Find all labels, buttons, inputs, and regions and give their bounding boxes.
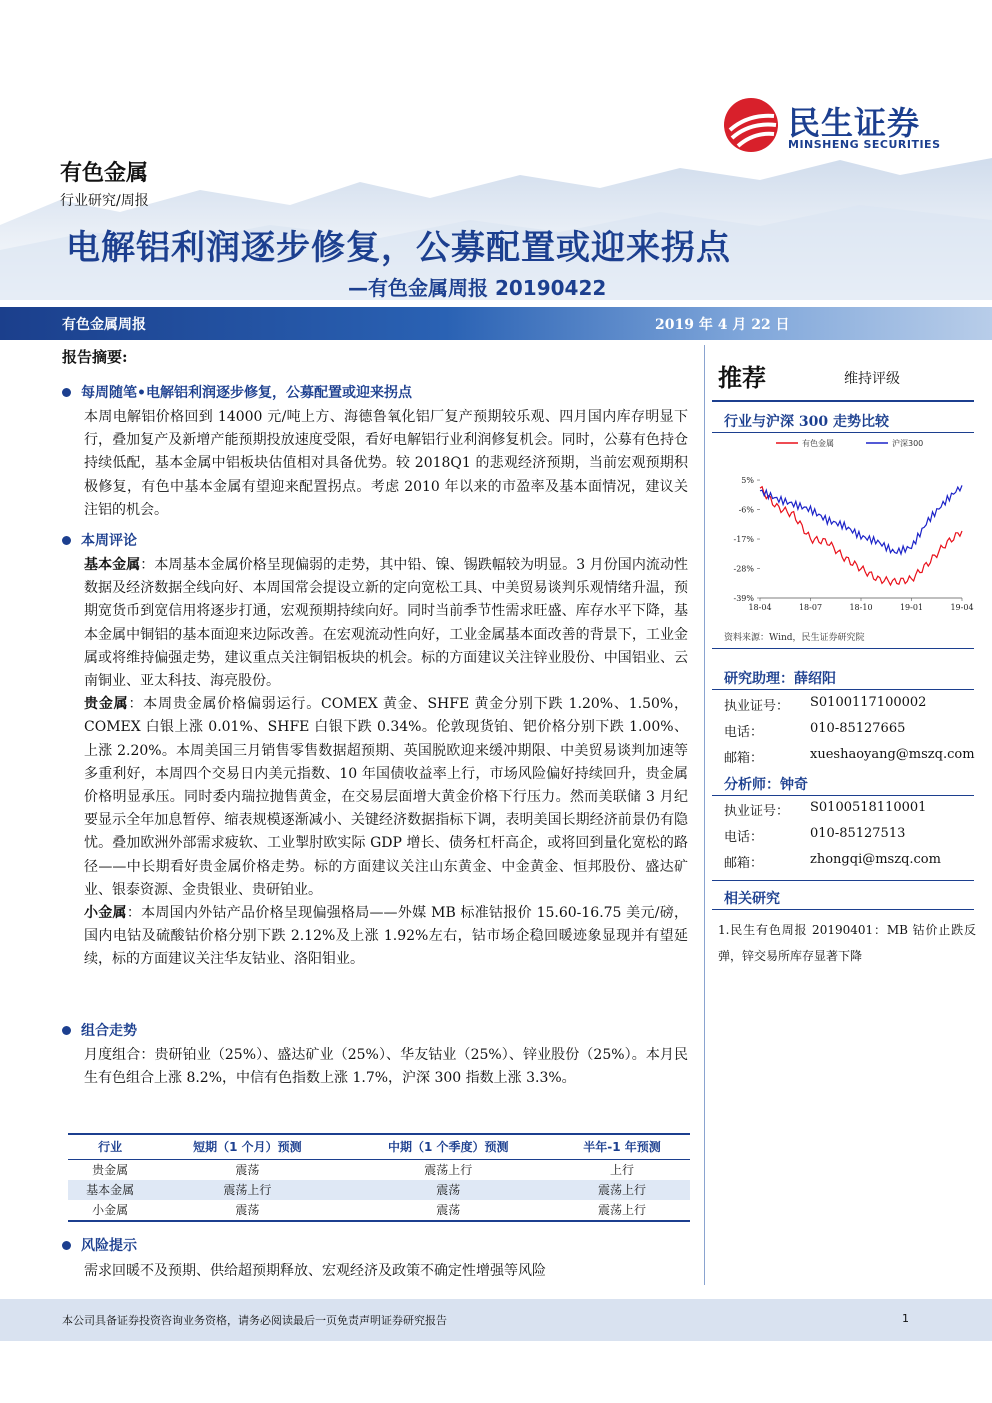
x-tick-label: 18-10: [849, 603, 873, 612]
report-title: 电解铝利润逐步修复，公募配置或迎来拐点: [66, 228, 731, 268]
logo-text-cn: 民生证券: [788, 104, 921, 142]
table-cell: 上行: [610, 1163, 635, 1177]
precious-metal-text: ：本周贵金属价格偏弱运行。COMEX 黄金、SHFE 黄金分别下跌 1.20%、1.50%，COMEX 白银上涨 0.01%、SHFE 白银下跌 0.34%。伦敦现货铂、钯价格分别下跌 1.00%、上涨 2.20%。本周美国三月销售零售数据超预期、英国脱欧迎来缓冲期限、中美贸易谈判加速等多重利好，本周四个交易日内美元指数、10 年国债收益率上行，市场风险偏好持续回升，贵金属价格明显承压。同时委内瑞拉抛售黄金，在交易层面增大黄金价格下行压力。然而美联储 3 月纪要显示全年加息暂停、缩表规模逐渐减小、关键经济数据指标下调，表明美国长期经济前景仍有隐忧。叠加欧洲外部需求疲软、工业掣肘欧实际 GDP 增长、债务杠杆高企，或将回到量化宽松的路径——中长期看好贵金属价格走势。标的方面建议关注山东黄金、中金黄金、恒邦股份、盛达矿业、银泰资源、金贵银业、贵研铂业。: [84, 696, 689, 898]
assistant-license-label: 执业证号：: [724, 699, 790, 714]
table-header-cell: 行业: [68, 1134, 152, 1159]
x-tick-label: 18-04: [748, 603, 772, 612]
minor-metal-text: ：本周国内外钴产品价格呈现偏强格局——外媒 MB 标准钴报价 15.60-16.75 美元/磅，国内电钴及硫酸钴价格分别下跌 2.12%及上涨 1.92%左右，钴市场企稳回暖迹象显现并有望延续，标的方面建议关注华友钴业、洛阳钼业。: [84, 905, 689, 968]
table-cell: 震荡上行: [554, 1180, 690, 1201]
rating: 维持评级: [844, 371, 900, 387]
report-subtitle: —有色金属周报 20190422: [348, 276, 607, 300]
table-cell: 小金属: [68, 1200, 152, 1221]
assistant-title: 研究助理：薛绍阳: [724, 671, 836, 687]
related-report-link[interactable]: 1.民生有色周报 20190401：MB 钴价止跌反弹，锌交易所库存显著下降: [718, 923, 976, 963]
banner-date: 2019 年 4 月 22 日: [655, 317, 790, 333]
y-tick-label: -28%: [733, 564, 754, 574]
trend-chart-svg: [716, 432, 976, 622]
assistant-email-label: 邮箱：: [724, 751, 764, 766]
section-heading-risk: 风险提示: [62, 1235, 137, 1255]
y-tick-label: -17%: [733, 535, 754, 545]
assistant-email[interactable]: xueshaoyang@mszq.com: [810, 747, 975, 762]
y-tick-label: 5%: [741, 476, 754, 486]
divider: [712, 648, 974, 649]
table-row: [68, 1159, 690, 1180]
assistant-phone-label: 电话：: [724, 725, 764, 740]
x-tick-label: 19-01: [899, 603, 924, 612]
table-cell: 贵金属: [92, 1163, 129, 1177]
x-tick-label: 18-07: [798, 603, 823, 612]
portfolio-body: 月度组合：贵研铂业（25%）、盛达矿业（25%）、华友钴业（25%）、锌业股份（25%）。本月民生有色组合上涨 8.2%，中信有色指数上涨 1.7%，沪深 300 指数上涨 3.3%。: [84, 1047, 688, 1087]
footer-disclaimer: 本公司具备证券投资咨询业务资格，请务必阅读最后一页免责声明证券研究报告: [62, 1314, 447, 1327]
analyst-email-label: 邮箱：: [724, 856, 764, 871]
analyst-phone: 010-85127513: [810, 826, 906, 841]
table-cell: 震荡上行: [554, 1200, 690, 1221]
precious-metal-label: 贵金属: [84, 696, 129, 713]
analyst-title: 分析师：钟奇: [724, 777, 808, 793]
table-header-cell: 半年-1 年预测: [554, 1134, 690, 1159]
table-cell: 震荡: [235, 1163, 260, 1177]
assistant-license: S0100117100002: [810, 695, 927, 710]
divider: [712, 909, 974, 910]
table-cell: 基本金属: [68, 1180, 152, 1201]
bullet-icon: [62, 1026, 71, 1035]
legend-label: 沪深300: [892, 439, 924, 448]
sector-name: 有色金属: [60, 161, 149, 186]
table-cell: 震荡上行: [152, 1180, 342, 1201]
footer: [0, 1299, 992, 1341]
minor-metal-label: 小金属: [84, 905, 127, 922]
table-cell: 震荡: [343, 1200, 554, 1221]
x-tick-label: 19-04: [950, 603, 974, 612]
summary-heading: 报告摘要:: [62, 348, 128, 366]
table-header-row: [68, 1134, 690, 1159]
analyst-license: S0100518110001: [810, 800, 927, 815]
chart-source: 资料来源：Wind，民生证券研究院: [724, 633, 865, 643]
table-cell: 震荡: [152, 1200, 342, 1221]
report-type: 行业研究/周报: [60, 193, 149, 209]
assistant-phone: 010-85127665: [810, 721, 906, 736]
y-tick-label: -6%: [738, 505, 754, 515]
series-line-2: [760, 485, 962, 554]
table-header-cell: 短期（1 个月）预测: [152, 1134, 342, 1159]
weekly-note-body: 本周电解铝价格回到 14000 元/吨上方、海德鲁氧化铝厂复产预期较乐观、四月国内库存明显下行，叠加复产及新增产能预期投放速度受限，看好电解铝行业利润修复机会。同时，公募有色持仓持续低配，基本金属中铝板块估值相对具备优势。较 2018Q1 的悲观经济预期，当前宏观预期积极修复，有色中基本金属有望迎来配置拐点。考虑 2010 年以来的市盈率及基本面情况，建议关注铝的机会。: [84, 409, 688, 518]
bullet-icon: [62, 536, 71, 545]
trend-chart: [716, 432, 976, 622]
series-line-1: [760, 487, 962, 585]
chart-title: 行业与沪深 300 走势比较: [724, 414, 889, 430]
base-metal-text: ：本周基本金属价格呈现偏弱的走势，其中铅、镍、锡跌幅较为明显。3 月份国内流动性数据及经济数据全线向好、本周国常会提设立新的定向宽松工具、中美贸易谈判乐观情绪升温，预期宽货币到宽信用将逐步打通，宏观预期持续向好。同时当前季节性需求旺盛、库存水平下降，基本金属中铜铝的基本面迎来边际改善。在宏观流动性向好，工业金属基本面改善的背景下，工业金属或将维持偏强走势，建议重点关注铜铝板块的机会。标的方面建议关注锌业股份、中国铝业、云南铜业、亚太科技、海亮股份。: [84, 557, 689, 690]
section-heading-portfolio: 组合走势: [62, 1020, 137, 1040]
logo-text-en: MINSHENG SECURITIES: [788, 138, 941, 151]
analyst-phone-label: 电话：: [724, 830, 764, 845]
weekly-comment-body: [84, 554, 688, 972]
analyst-email[interactable]: zhongqi@mszq.com: [810, 852, 941, 867]
analyst-license-label: 执业证号：: [724, 804, 790, 819]
forecast-table: [68, 1133, 690, 1222]
company-logo: [722, 96, 952, 156]
table-cell: 震荡: [343, 1180, 554, 1201]
page-number: 1: [902, 1312, 909, 1325]
divider: [712, 795, 974, 796]
legend-label: 有色金属: [802, 439, 834, 448]
sidebar-divider: [704, 345, 705, 1285]
table-cell: 震荡上行: [424, 1163, 473, 1177]
banner-series: 有色金属周报: [62, 317, 146, 333]
divider: [712, 880, 974, 881]
section-heading-weekly-note: 每周随笔•电解铝利润逐步修复，公募配置或迎来拐点: [62, 382, 412, 402]
logo-mark-icon: [722, 96, 780, 154]
y-tick-label: -39%: [733, 594, 754, 603]
bullet-icon: [62, 388, 71, 397]
table-row: [68, 1200, 690, 1221]
bullet-icon: [62, 1241, 71, 1250]
table-row: [68, 1180, 690, 1201]
title-banner: [0, 307, 992, 340]
recommendation: 推荐: [718, 364, 766, 392]
risk-body: 需求回暖不及预期、供给超预期释放、宏观经济及政策不确定性增强等风险: [84, 1263, 546, 1279]
related-title: 相关研究: [724, 891, 780, 907]
base-metal-label: 基本金属: [84, 557, 141, 573]
divider: [712, 400, 974, 402]
divider: [712, 689, 974, 690]
table-header-cell: 中期（1 个季度）预测: [343, 1134, 554, 1159]
section-heading-weekly-comment: 本周评论: [62, 530, 137, 550]
